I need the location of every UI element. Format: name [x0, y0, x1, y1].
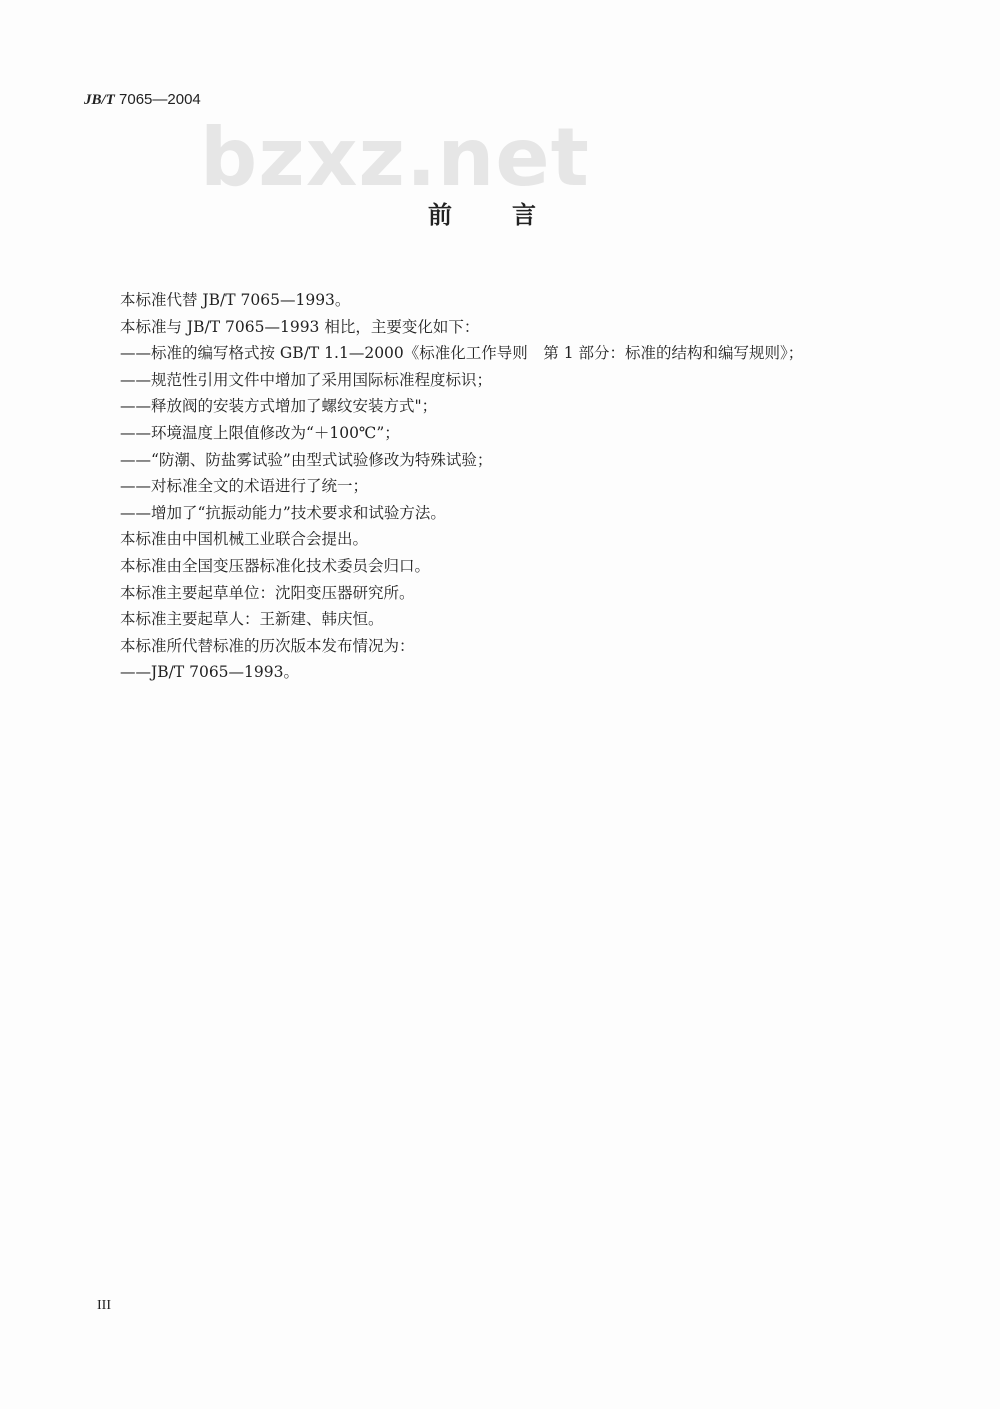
- page-number: III: [97, 1298, 111, 1313]
- list-item: ——环境温度上限值修改为“＋100℃”；: [120, 423, 400, 442]
- paragraph-line: 本标准所代替标准的历次版本发布情况为：: [120, 636, 415, 655]
- code-number: 7065—2004: [119, 91, 201, 108]
- page-title: [428, 201, 536, 229]
- list-item: ——释放阀的安装方式增加了螺纹安装方式"；: [120, 397, 438, 416]
- watermark: bzxz.net: [200, 111, 590, 204]
- list-item: ——标准的编写格式按 GB/T 1.1—2000《标准化工作导则 第 1 部分：标准的结构和编写规则》；: [120, 344, 804, 363]
- paragraph-line: 本标准与 JB/T 7065—1993 相比，主要变化如下：: [120, 317, 480, 336]
- title-char: 前: [428, 201, 452, 229]
- list-item: ——JB/T 7065—1993。: [120, 663, 299, 682]
- list-item: ——增加了“抗振动能力”技术要求和试验方法。: [120, 503, 446, 522]
- paragraph-line: 本标准主要起草人：王新建、韩庆恒。: [120, 610, 384, 629]
- paragraph-line: 本标准由中国机械工业联合会提出。: [120, 530, 369, 549]
- list-item: ——规范性引用文件中增加了采用国际标准程度标识；: [120, 370, 493, 389]
- foreword-body: [120, 287, 920, 686]
- title-char: 言: [512, 201, 536, 229]
- paragraph-line: 本标准由全国变压器标准化技术委员会归口。: [120, 556, 431, 575]
- paragraph-line: 本标准主要起草单位：沈阳变压器研究所。: [120, 583, 415, 602]
- paragraph-line: 本标准代替 JB/T 7065—1993。: [120, 291, 351, 309]
- document-code-header: [84, 91, 201, 109]
- code-prefix: JB/T: [84, 92, 115, 108]
- list-item: ——“防潮、防盐雾试验”由型式试验修改为特殊试验；: [120, 450, 493, 469]
- list-item: ——对标准全文的术语进行了统一；: [120, 477, 369, 496]
